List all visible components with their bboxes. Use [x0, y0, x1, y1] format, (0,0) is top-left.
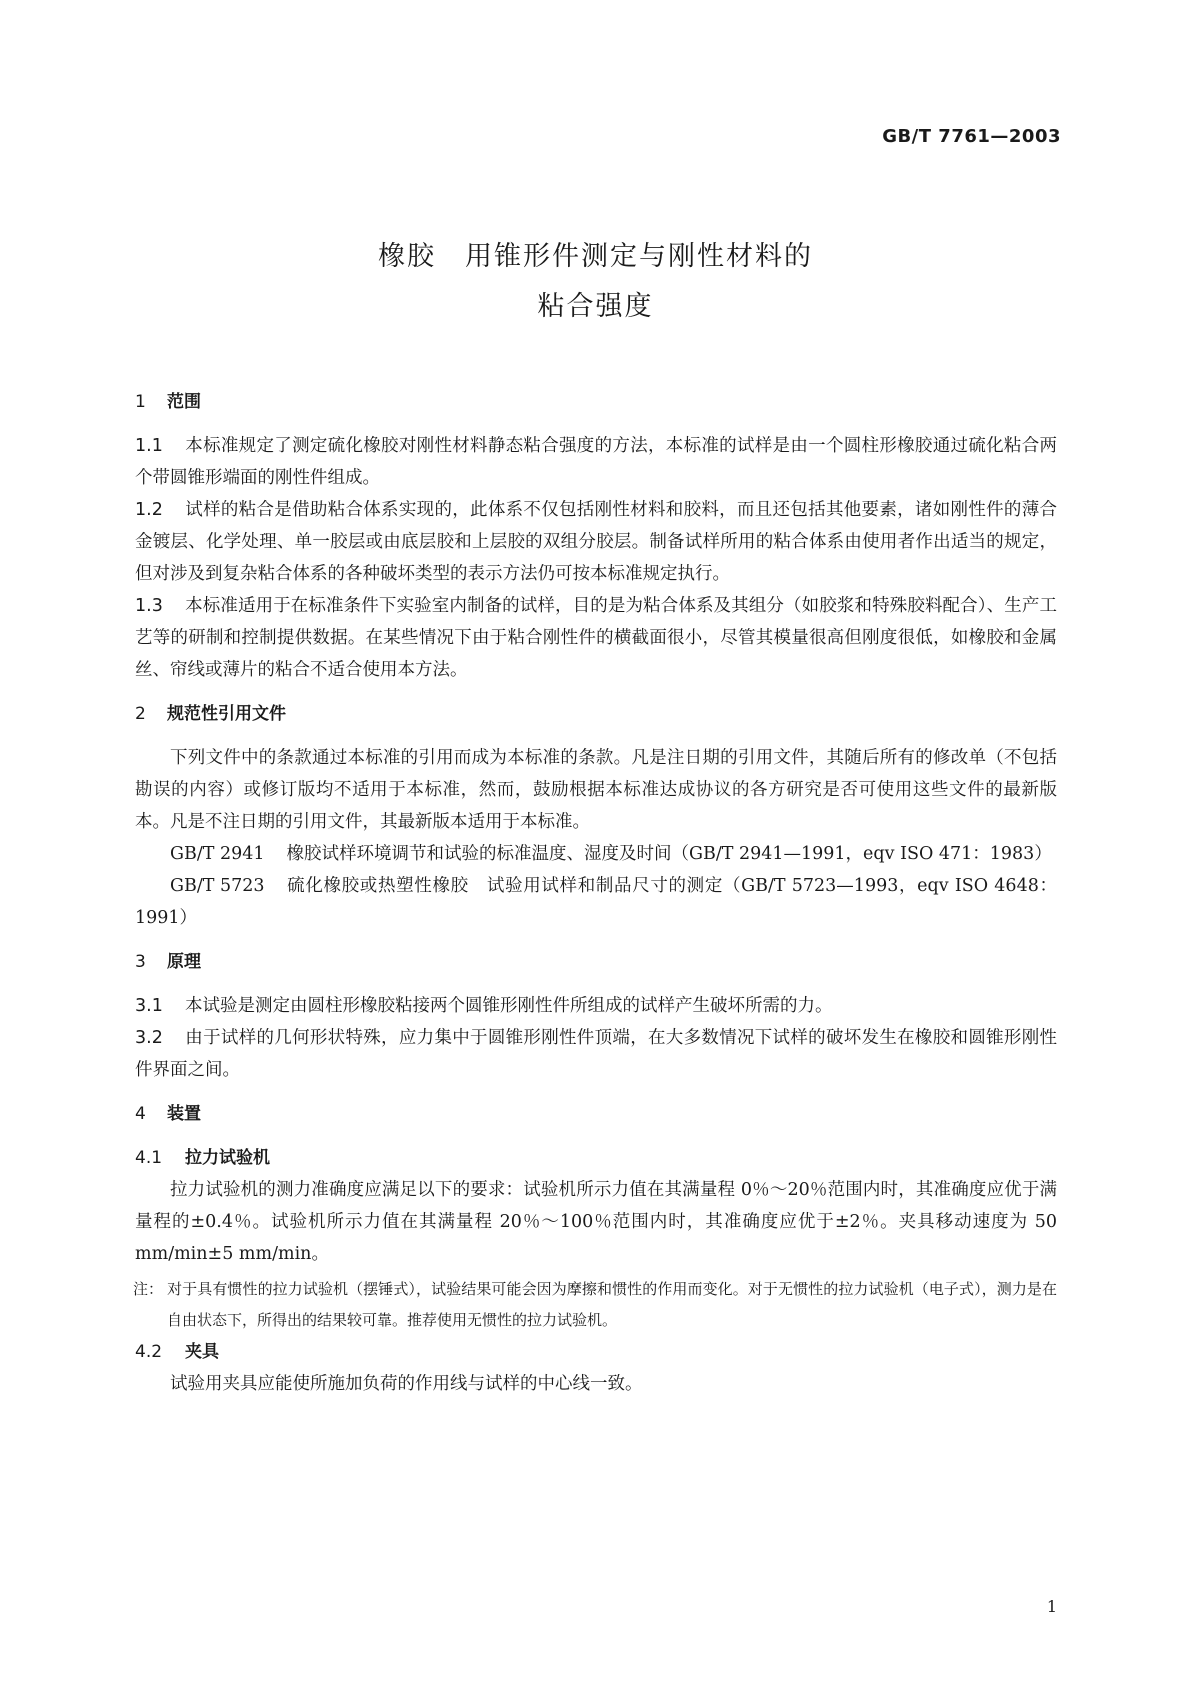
- clause-3-1: [135, 990, 1057, 1022]
- subsection-title: 夹具: [185, 1342, 219, 1362]
- section-heading-principle: [135, 946, 1057, 978]
- reference-item: [135, 838, 1057, 870]
- reference-text: 橡胶试样环境调节和试验的标准温度、湿度及时间（GB/T 2941—1991，eqv ISO 471：1983）: [286, 844, 1052, 864]
- note: [135, 1274, 1057, 1336]
- section-heading-normative-references: [135, 698, 1057, 730]
- clause-text: 本试验是测定由圆柱形橡胶粘接两个圆锥形刚性件所组成的试样产生破坏所需的力。: [185, 996, 833, 1016]
- section-number: 3: [135, 952, 146, 972]
- standard-code: GB/T 7761—2003: [882, 126, 1061, 147]
- section-number: 1: [135, 392, 146, 412]
- grips-text: 试验用夹具应能使所施加负荷的作用线与试样的中心线一致。: [170, 1374, 643, 1394]
- section-heading-scope: [135, 386, 1057, 418]
- note-label: 注：: [133, 1280, 164, 1298]
- clause-1-1: [135, 430, 1057, 494]
- references-intro: 下列文件中的条款通过本标准的引用而成为本标准的条款。凡是注日期的引用文件，其随后所有的修改单（不包括勘误的内容）或修订版均不适用于本标准，然而，鼓励根据本标准达成协议的各方研究是否可使用这些文件的最新版本。凡是不注日期的引用文件，其最新版本适用于本标准。: [135, 748, 1057, 832]
- subsection-number: 4.2: [135, 1342, 163, 1362]
- document-body: [135, 386, 1057, 1400]
- section-title: 规范性引用文件: [167, 704, 286, 724]
- clause-3-2: [135, 1022, 1057, 1086]
- section-heading-apparatus: [135, 1098, 1057, 1130]
- clause-number: 3.2: [135, 1028, 163, 1048]
- clause-text: 本标准规定了测定硫化橡胶对刚性材料静态粘合强度的方法，本标准的试样是由一个圆柱形橡胶通过硫化粘合两个带圆锥形端面的刚性件组成。: [135, 436, 1057, 488]
- clause-number: 1.3: [135, 596, 163, 616]
- clause-1-3: [135, 590, 1057, 686]
- tensile-machine-text: 拉力试验机的测力准确度应满足以下的要求：试验机所示力值在其满量程 0％～20％范围内时，其准确度应优于满量程的±0.4％。试验机所示力值在其满量程 20％～100％范围内时，其准确度应优于±2％。夹具移动速度为 50 mm/min±5 mm/min。: [135, 1180, 1057, 1264]
- section-number: 4: [135, 1104, 146, 1124]
- subsection-number: 4.1: [135, 1148, 163, 1168]
- page-number: 1: [1046, 1597, 1057, 1616]
- clause-text: 由于试样的几何形状特殊，应力集中于圆锥形刚性件顶端，在大多数情况下试样的破坏发生在橡胶和圆锥形刚性件界面之间。: [135, 1028, 1057, 1080]
- clause-text: 本标准适用于在标准条件下实验室内制备的试样，目的是为粘合体系及其组分（如胶浆和特殊胶料配合）、生产工艺等的研制和控制提供数据。在某些情况下由于粘合刚性件的横截面很小，尽管其模量很高但刚度很低，如橡胶和金属丝、帘线或薄片的粘合不适合使用本方法。: [135, 596, 1057, 680]
- subsection-heading-grips: [135, 1336, 1057, 1368]
- section-number: 2: [135, 704, 146, 724]
- document-title: [0, 232, 1191, 332]
- reference-text: 硫化橡胶或热塑性橡胶 试验用试样和制品尺寸的测定（GB/T 5723—1993，eqv ISO 4648：1991）: [135, 876, 1057, 928]
- clause-number: 3.1: [135, 996, 163, 1016]
- reference-code: GB/T 5723: [170, 876, 265, 896]
- clause-number: 1.1: [135, 436, 163, 456]
- section-title: 装置: [167, 1104, 201, 1124]
- section-title: 原理: [167, 952, 201, 972]
- title-line-1: 橡胶 用锥形件测定与刚性材料的: [378, 241, 813, 272]
- subsection-heading-tensile-machine: [135, 1142, 1057, 1174]
- reference-item: [135, 870, 1057, 934]
- note-text: 对于具有惯性的拉力试验机（摆锤式），试验结果可能会因为摩擦和惯性的作用而变化。对于无惯性的拉力试验机（电子式），测力是在自由状态下，所得出的结果较可靠。推荐使用无惯性的拉力试验机。: [167, 1280, 1057, 1329]
- clause-number: 1.2: [135, 500, 163, 520]
- clause-1-2: [135, 494, 1057, 590]
- clause-text: 试样的粘合是借助粘合体系实现的，此体系不仅包括刚性材料和胶料，而且还包括其他要素，诸如刚性件的薄合金镀层、化学处理、单一胶层或由底层胶和上层胶的双组分胶层。制备试样所用的粘合体系由使用者作出适当的规定，但对涉及到复杂粘合体系的各种破坏类型的表示方法仍可按本标准规定执行。: [135, 500, 1057, 584]
- reference-code: GB/T 2941: [170, 844, 265, 864]
- section-title: 范围: [167, 392, 201, 412]
- title-line-2: 粘合强度: [537, 291, 654, 322]
- subsection-title: 拉力试验机: [185, 1148, 270, 1168]
